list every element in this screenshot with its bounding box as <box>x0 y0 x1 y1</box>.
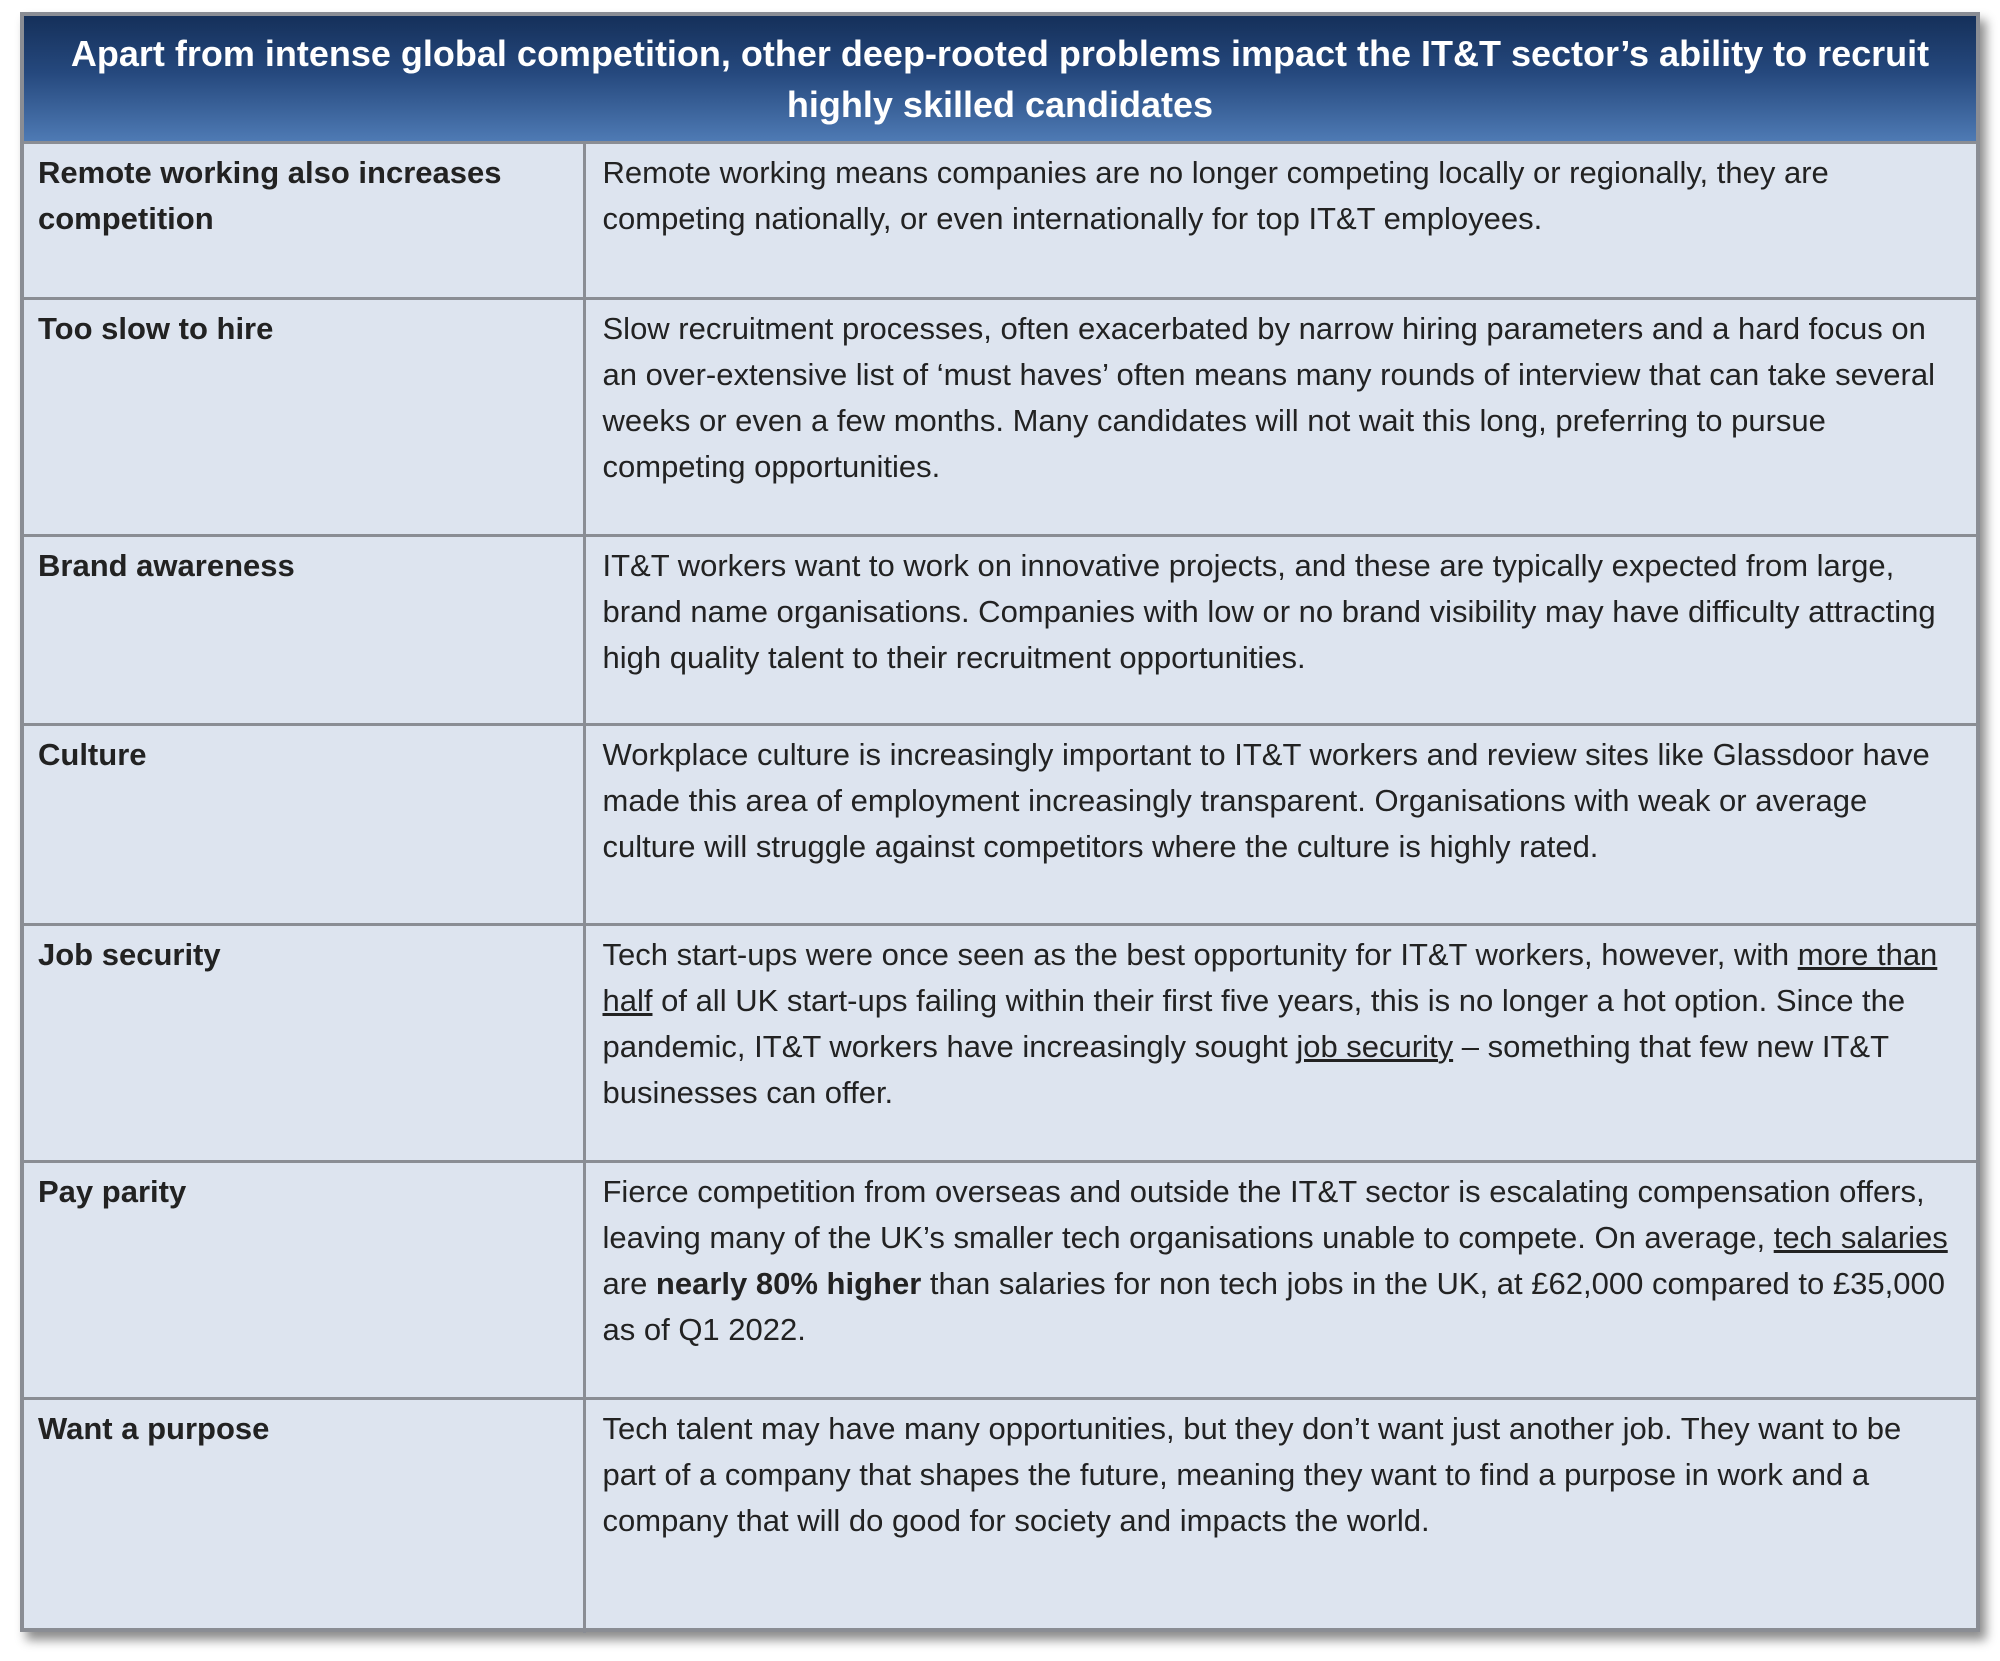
tech-salaries-link[interactable]: tech salaries <box>1773 1219 1948 1255</box>
row-label: Want a purpose <box>24 1398 584 1633</box>
row-label: Brand awareness <box>24 535 584 724</box>
challenges-table-frame <box>20 12 1980 1632</box>
table-row <box>24 535 1976 724</box>
row-description <box>584 924 1976 1161</box>
challenges-table <box>24 144 1976 1633</box>
row-label: Culture <box>24 724 584 924</box>
more-than-half-link[interactable]: more than half <box>602 936 1938 1018</box>
table-row <box>24 1398 1976 1633</box>
table-title: Apart from intense global competition, other deep-rooted problems impact the IT&T sector’s ability to recruit highly skilled candidates <box>24 16 1976 144</box>
description-text: Tech start-ups were once seen as the best opportunity for IT&T workers, however, with <box>602 936 1798 972</box>
table-row <box>24 298 1976 535</box>
description-text: than salaries for non tech jobs in the UK, at £62,000 compared to £35,000 as of Q1 2022. <box>602 1265 1945 1347</box>
description-text: Fierce competition from overseas and outside the IT&T sector is escalating compensation offers, leaving many of the UK’s smaller tech organisations unable to compete. On average, <box>602 1173 1925 1255</box>
row-description: Remote working means companies are no longer competing locally or regionally, they are competing nationally, or even internationally for top IT&T employees. <box>584 144 1976 298</box>
row-description: Tech talent may have many opportunities, but they don’t want just another job. They want to be part of a company that shapes the future, meaning they want to find a purpose in work and a company that will do good for society and impacts the world. <box>602 1410 1902 1538</box>
table-row <box>24 924 1976 1161</box>
row-description: Slow recruitment processes, often exacerbated by narrow hiring parameters and a hard focus on an over-extensive list of ‘must haves’ often means many rounds of interview that can take several weeks or even a few months. Many candidates will not wait this long, preferring to pursue competing opportunities. <box>584 298 1976 535</box>
row-label: Remote working also increases competition <box>24 144 584 298</box>
row-label: Job security <box>24 924 584 1161</box>
row-description: IT&T workers want to work on innovative projects, and these are typically expected from large, brand name organisations. Companies with low or no brand visibility may have difficulty attracting high quality talent to their recruitment opportunities. <box>584 535 1976 724</box>
table-row <box>24 724 1976 924</box>
description-text: of all UK start-ups failing within their first five years, this is no longer a hot option. Since the pandemic, IT&T workers have increasingly sought <box>602 982 1906 1064</box>
row-label: Too slow to hire <box>24 298 584 535</box>
row-description <box>584 1161 1976 1398</box>
table-row <box>24 144 1976 298</box>
table-row <box>24 1161 1976 1398</box>
highlight-text: nearly 80% higher <box>655 1265 922 1301</box>
description-text: are <box>602 1265 656 1301</box>
description-text: – something that few new IT&T businesses can offer. <box>602 1028 1889 1110</box>
row-label: Pay parity <box>24 1161 584 1398</box>
row-description: Workplace culture is increasingly important to IT&T workers and review sites like Glassdoor have made this area of employment increasingly transparent. Organisations with weak or average culture will struggle against competitors where the culture is highly rated. <box>584 724 1976 924</box>
job-security-link[interactable]: job security <box>1296 1028 1454 1064</box>
